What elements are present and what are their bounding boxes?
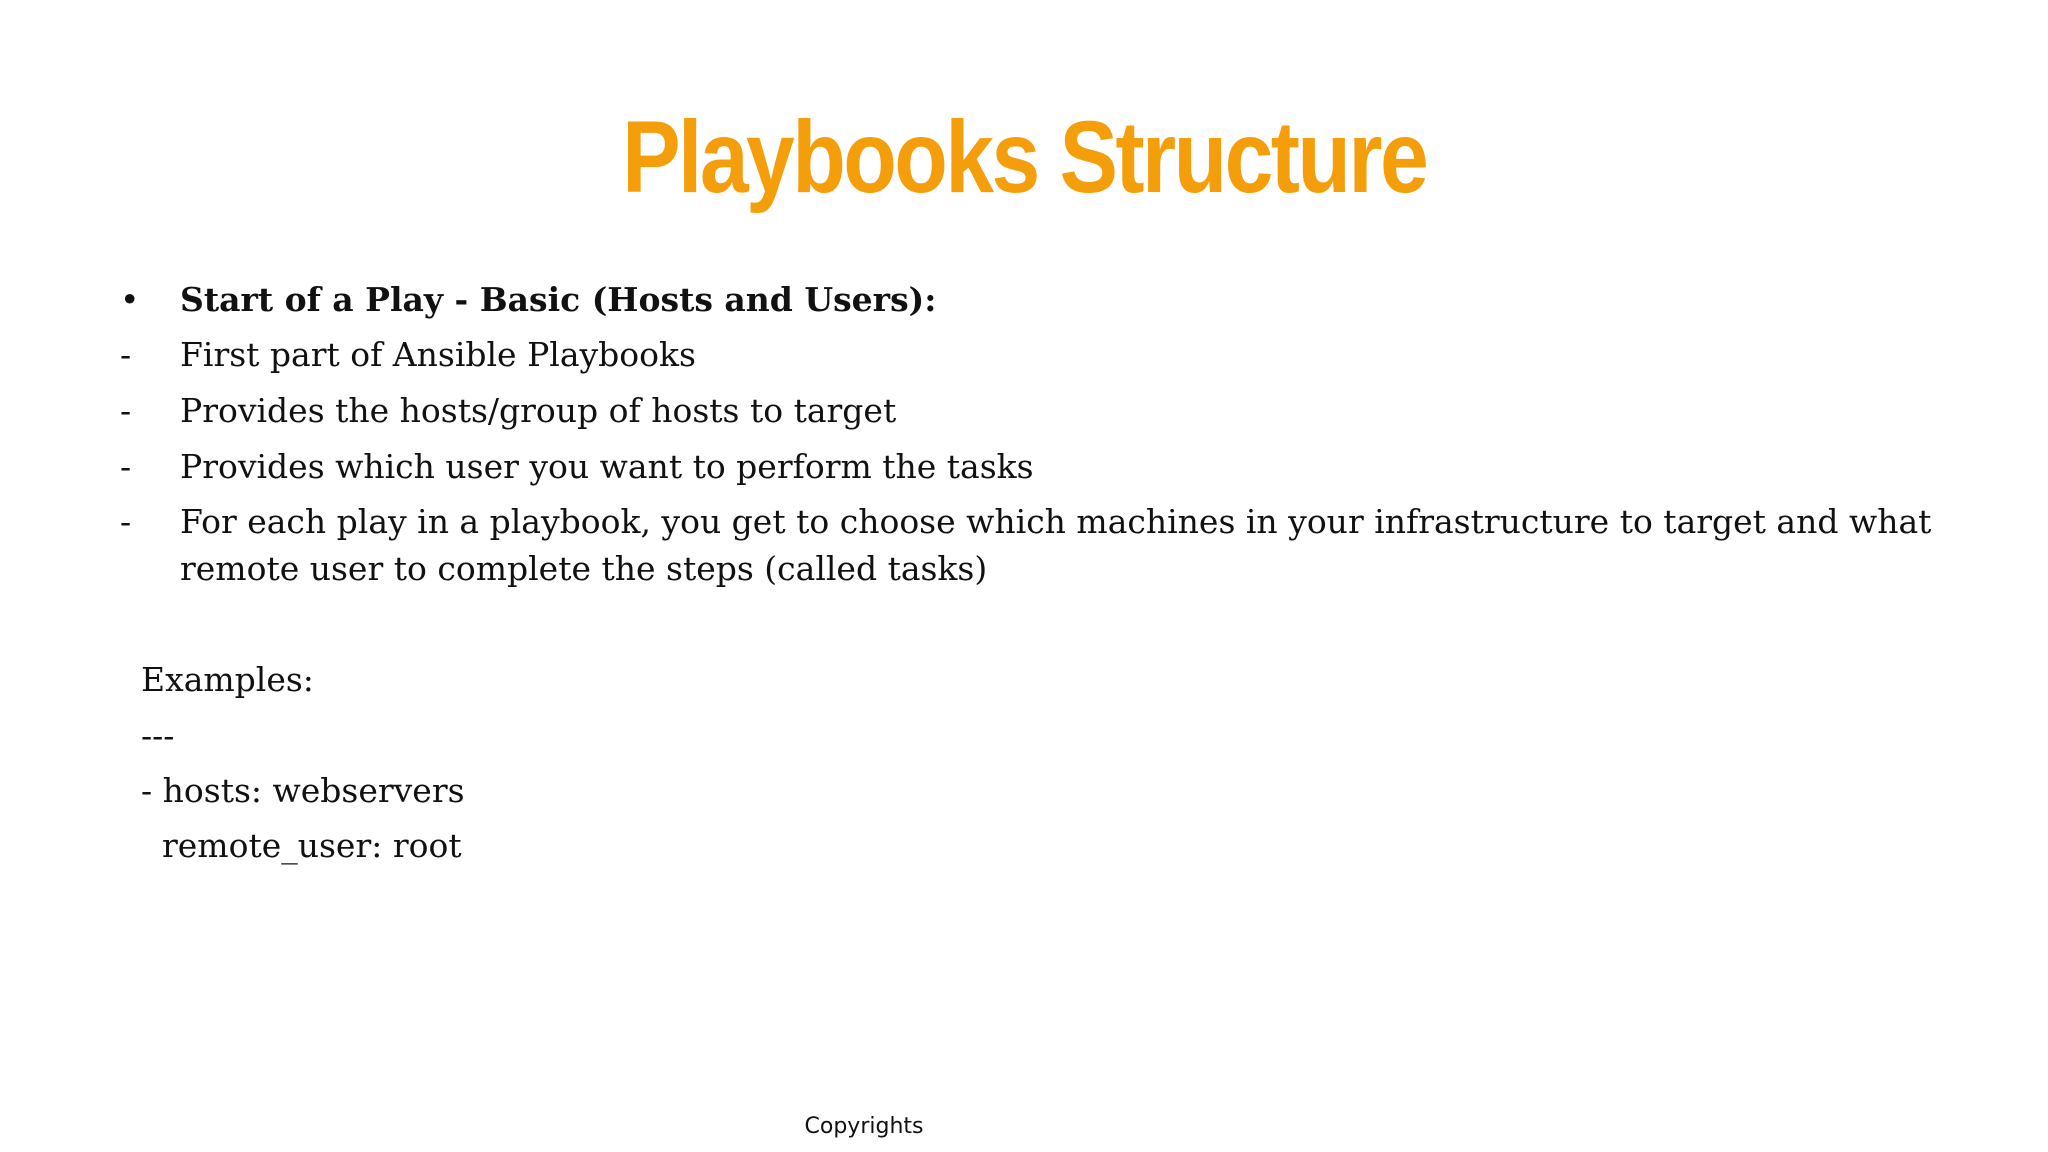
- copyright-footer: Copyrights: [804, 1114, 924, 1139]
- bullet-marker: •: [120, 280, 140, 319]
- dash-marker: -: [120, 447, 132, 486]
- code-line: remote_user: root: [141, 826, 462, 865]
- code-line: ---: [141, 716, 175, 755]
- dash-marker: -: [120, 391, 132, 430]
- list-item-text: First part of Ansible Playbooks: [180, 335, 696, 374]
- slide-title: Playbooks Structure: [622, 100, 1427, 214]
- list-item-text: Provides the hosts/group of hosts to target: [180, 391, 897, 430]
- heading-text: Start of a Play - Basic (Hosts and Users):: [180, 280, 937, 319]
- list-item-text: Provides which user you want to perform the tasks: [180, 447, 1034, 486]
- code-line: - hosts: webservers: [141, 771, 465, 810]
- dash-marker: -: [120, 502, 132, 541]
- examples-label: Examples:: [141, 660, 314, 699]
- list-item-text: For each play in a playbook, you get to choose which machines in your infrastructure to target and what remote user to complete the steps (called tasks): [180, 502, 1932, 588]
- dash-marker: -: [120, 335, 132, 374]
